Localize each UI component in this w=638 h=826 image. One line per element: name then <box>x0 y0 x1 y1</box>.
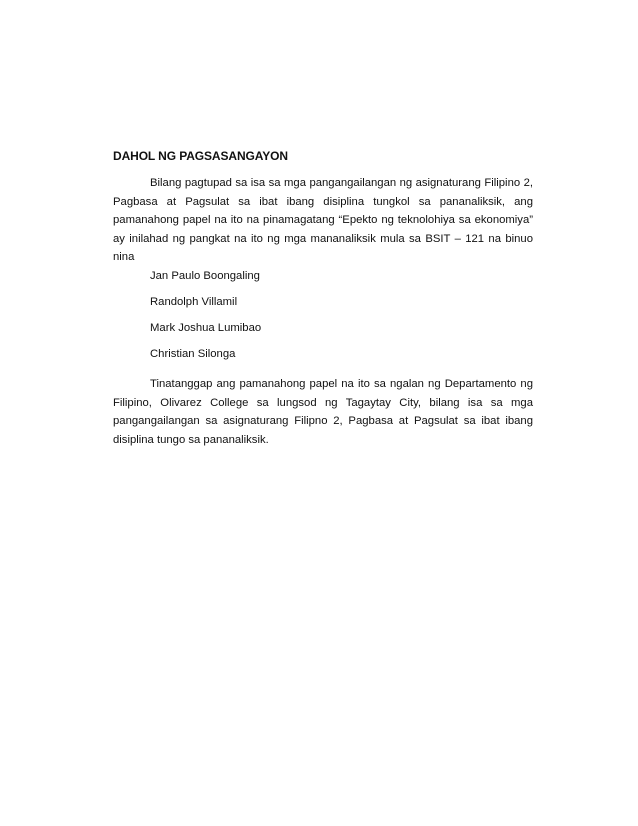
author-name: Randolph Villamil <box>150 296 238 308</box>
document-heading: DAHOL NG PAGSASANGAYON <box>113 149 288 163</box>
intro-paragraph: Bilang pagtupad sa isa sa mga pangangailangan ng asignaturang Filipino 2, Pagbasa at Pagsulat sa ibat ibang disiplina tungkol sa pananaliksik, ang pamanahong papel na ito na pinamagatang “Epekto ng teknolohiya sa ekonomiya” ay inilahad ng pangkat na ito ng mga mananaliksik mula sa BSIT – 121 na binuo nina <box>113 177 533 263</box>
author-list <box>150 267 261 371</box>
author-name: Mark Joshua Lumibao <box>150 322 262 334</box>
author-name: Jan Paulo Boongaling <box>150 270 260 282</box>
acceptance-paragraph: Tinatanggap ang pamanahong papel na ito sa ngalan ng Departamento ng Filipino, Olivarez College sa lungsod ng Tagaytay City, bilang isa sa mga pangangailangan sa asignaturang Filipno 2, Pagbasa at Pagsulat sa ibat ibang disiplina tungo sa pananaliksik. <box>113 378 533 446</box>
author-name: Christian Silonga <box>150 348 236 360</box>
